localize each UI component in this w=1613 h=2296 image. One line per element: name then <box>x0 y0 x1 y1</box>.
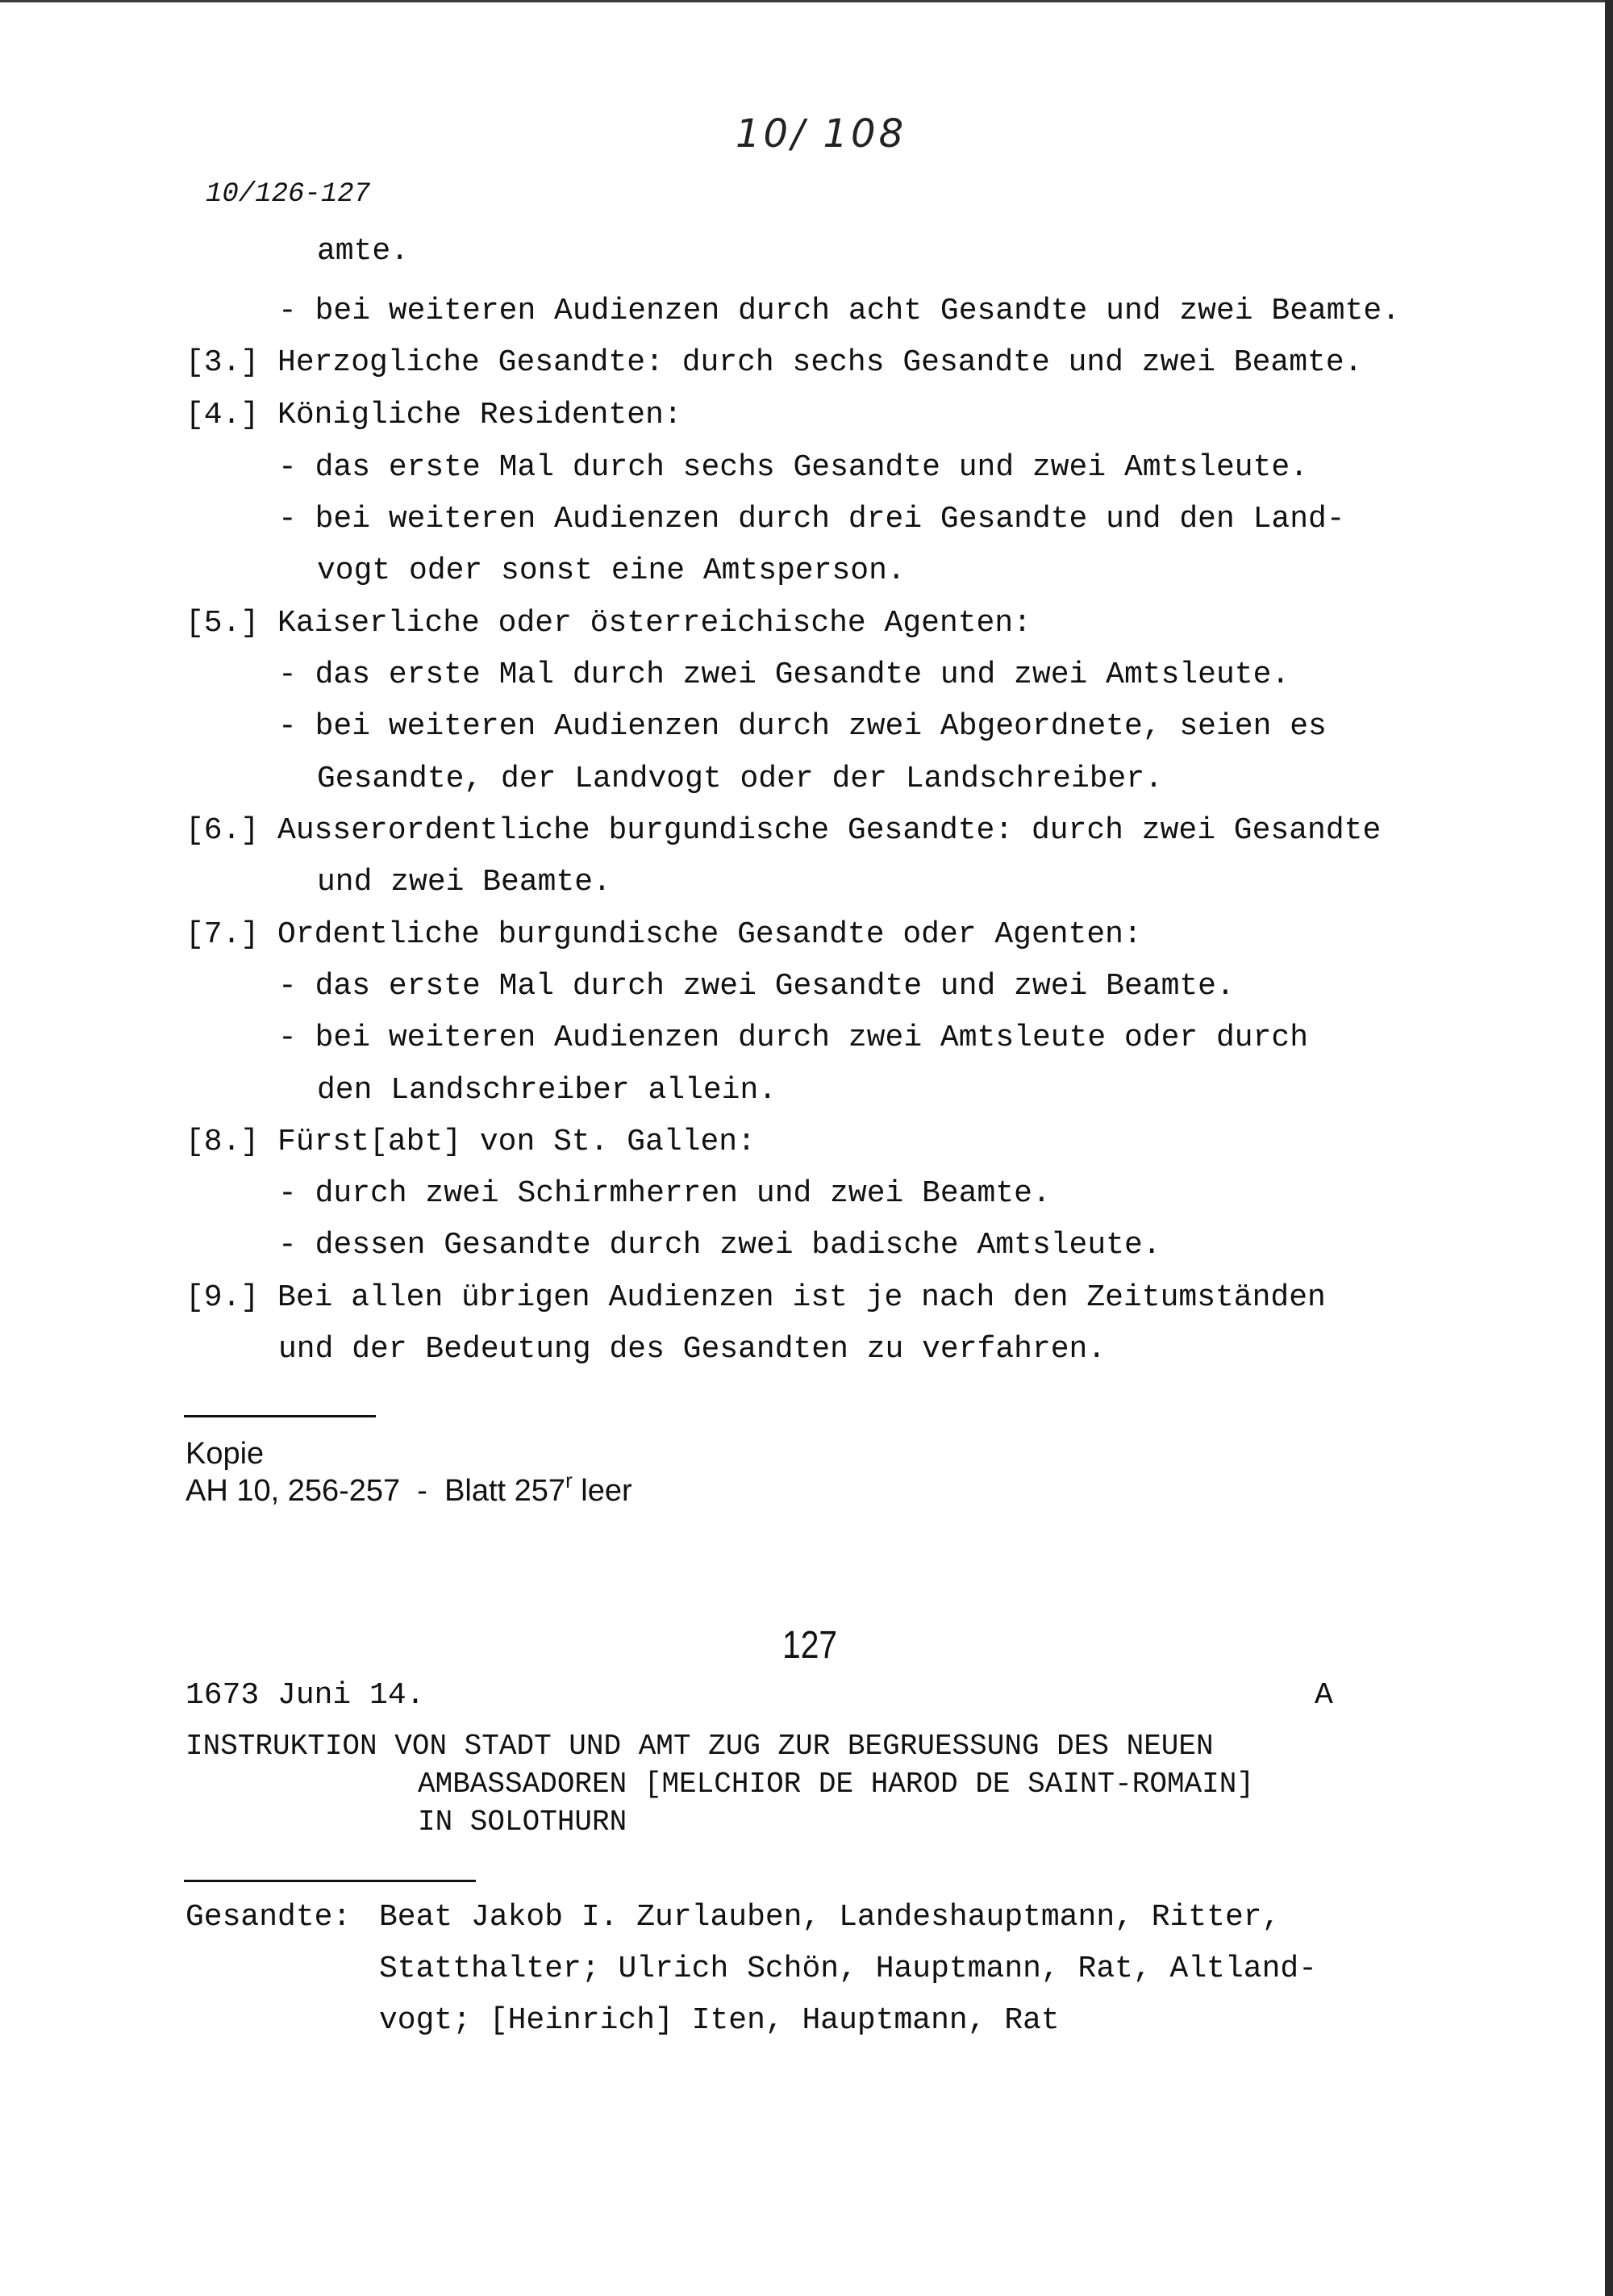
text-line: [9.] Bei allen übrigen Audienzen ist je nach den Zeitumständen <box>185 1280 1326 1315</box>
text-line: [8.] Fürst[abt] von St. Gallen: <box>185 1125 756 1159</box>
page-reference: 10/126-127 <box>206 179 371 210</box>
text-line: [5.] Kaiserliche oder österreichische Agenten: <box>185 606 1032 641</box>
text-line: - bei weiteren Audienzen durch drei Gesandte und den Land- <box>278 502 1345 536</box>
text-line: [3.] Herzogliche Gesandte: durch sechs Gesandte und zwei Beamte. <box>185 345 1363 380</box>
envoys-line: vogt; [Heinrich] Iten, Hauptmann, Rat <box>379 2003 1060 2038</box>
text-line: - bei weiteren Audienzen durch zwei Abgeordnete, seien es <box>278 709 1327 744</box>
text-line: [4.] Königliche Residenten: <box>185 398 682 432</box>
text-line: - durch zwei Schirmherren und zwei Beamte. <box>278 1176 1051 1211</box>
text-line: - das erste Mal durch sechs Gesandte und zwei Amtsleute. <box>278 450 1309 485</box>
text-line: und der Bedeutung des Gesandten zu verfahren. <box>278 1332 1107 1367</box>
text-line: Gesandte, der Landvogt oder der Landschreiber. <box>317 762 1163 796</box>
source-ref-text: AH 10, 256-257 - Blatt 257 <box>185 1474 566 1508</box>
text-line: den Landschreiber allein. <box>317 1073 777 1108</box>
footnote-rule <box>184 1415 376 1417</box>
text-line: [6.] Ausserordentliche burgundische Gesandte: durch zwei Gesandte <box>185 813 1382 848</box>
source-ref-tail: leer <box>572 1474 632 1508</box>
envoys-label: Gesandte: <box>185 1900 352 1935</box>
page-right-border <box>1605 0 1613 2296</box>
text-line: - das erste Mal durch zwei Gesandte und zwei Beamte. <box>278 969 1235 1004</box>
handwritten-archive-number: 10/ 108 <box>736 111 907 157</box>
text-line: vogt oder sonst eine Amtsperson. <box>317 553 906 588</box>
document-date: 1673 Juni 14. <box>185 1678 425 1713</box>
source-label: Kopie <box>185 1437 265 1471</box>
envoys-line: Statthalter; Ulrich Schön, Hauptmann, Rat, Altland- <box>379 1952 1317 1986</box>
text-line: [7.] Ordentliche burgundische Gesandte oder Agenten: <box>185 917 1142 952</box>
text-line: - das erste Mal durch zwei Gesandte und zwei Amtsleute. <box>278 657 1290 692</box>
source-ref-superscript: r <box>565 1468 573 1492</box>
document-number: 127 <box>782 1624 838 1667</box>
source-reference <box>185 1468 632 1509</box>
document-title-line: AMBASSADOREN [MELCHIOR DE HAROD DE SAINT-ROMAIN] <box>418 1768 1254 1801</box>
text-line: - dessen Gesandte durch zwei badische Amtsleute. <box>278 1228 1161 1263</box>
text-line: - bei weiteren Audienzen durch acht Gesandte und zwei Beamte. <box>278 294 1401 328</box>
document-type: A <box>1315 1678 1333 1713</box>
text-line: und zwei Beamte. <box>317 865 611 900</box>
section-rule <box>184 1880 476 1882</box>
envoys-line: Beat Jakob I. Zurlauben, Landeshauptmann, Ritter, <box>379 1900 1281 1935</box>
fragment-line: amte. <box>317 234 410 269</box>
document-title-line: IN SOLOTHURN <box>418 1805 627 1839</box>
document-title-line: INSTRUKTION VON STADT UND AMT ZUG ZUR BEGRUESSUNG DES NEUEN <box>185 1730 1214 1763</box>
text-line: - bei weiteren Audienzen durch zwei Amtsleute oder durch <box>278 1021 1309 1055</box>
